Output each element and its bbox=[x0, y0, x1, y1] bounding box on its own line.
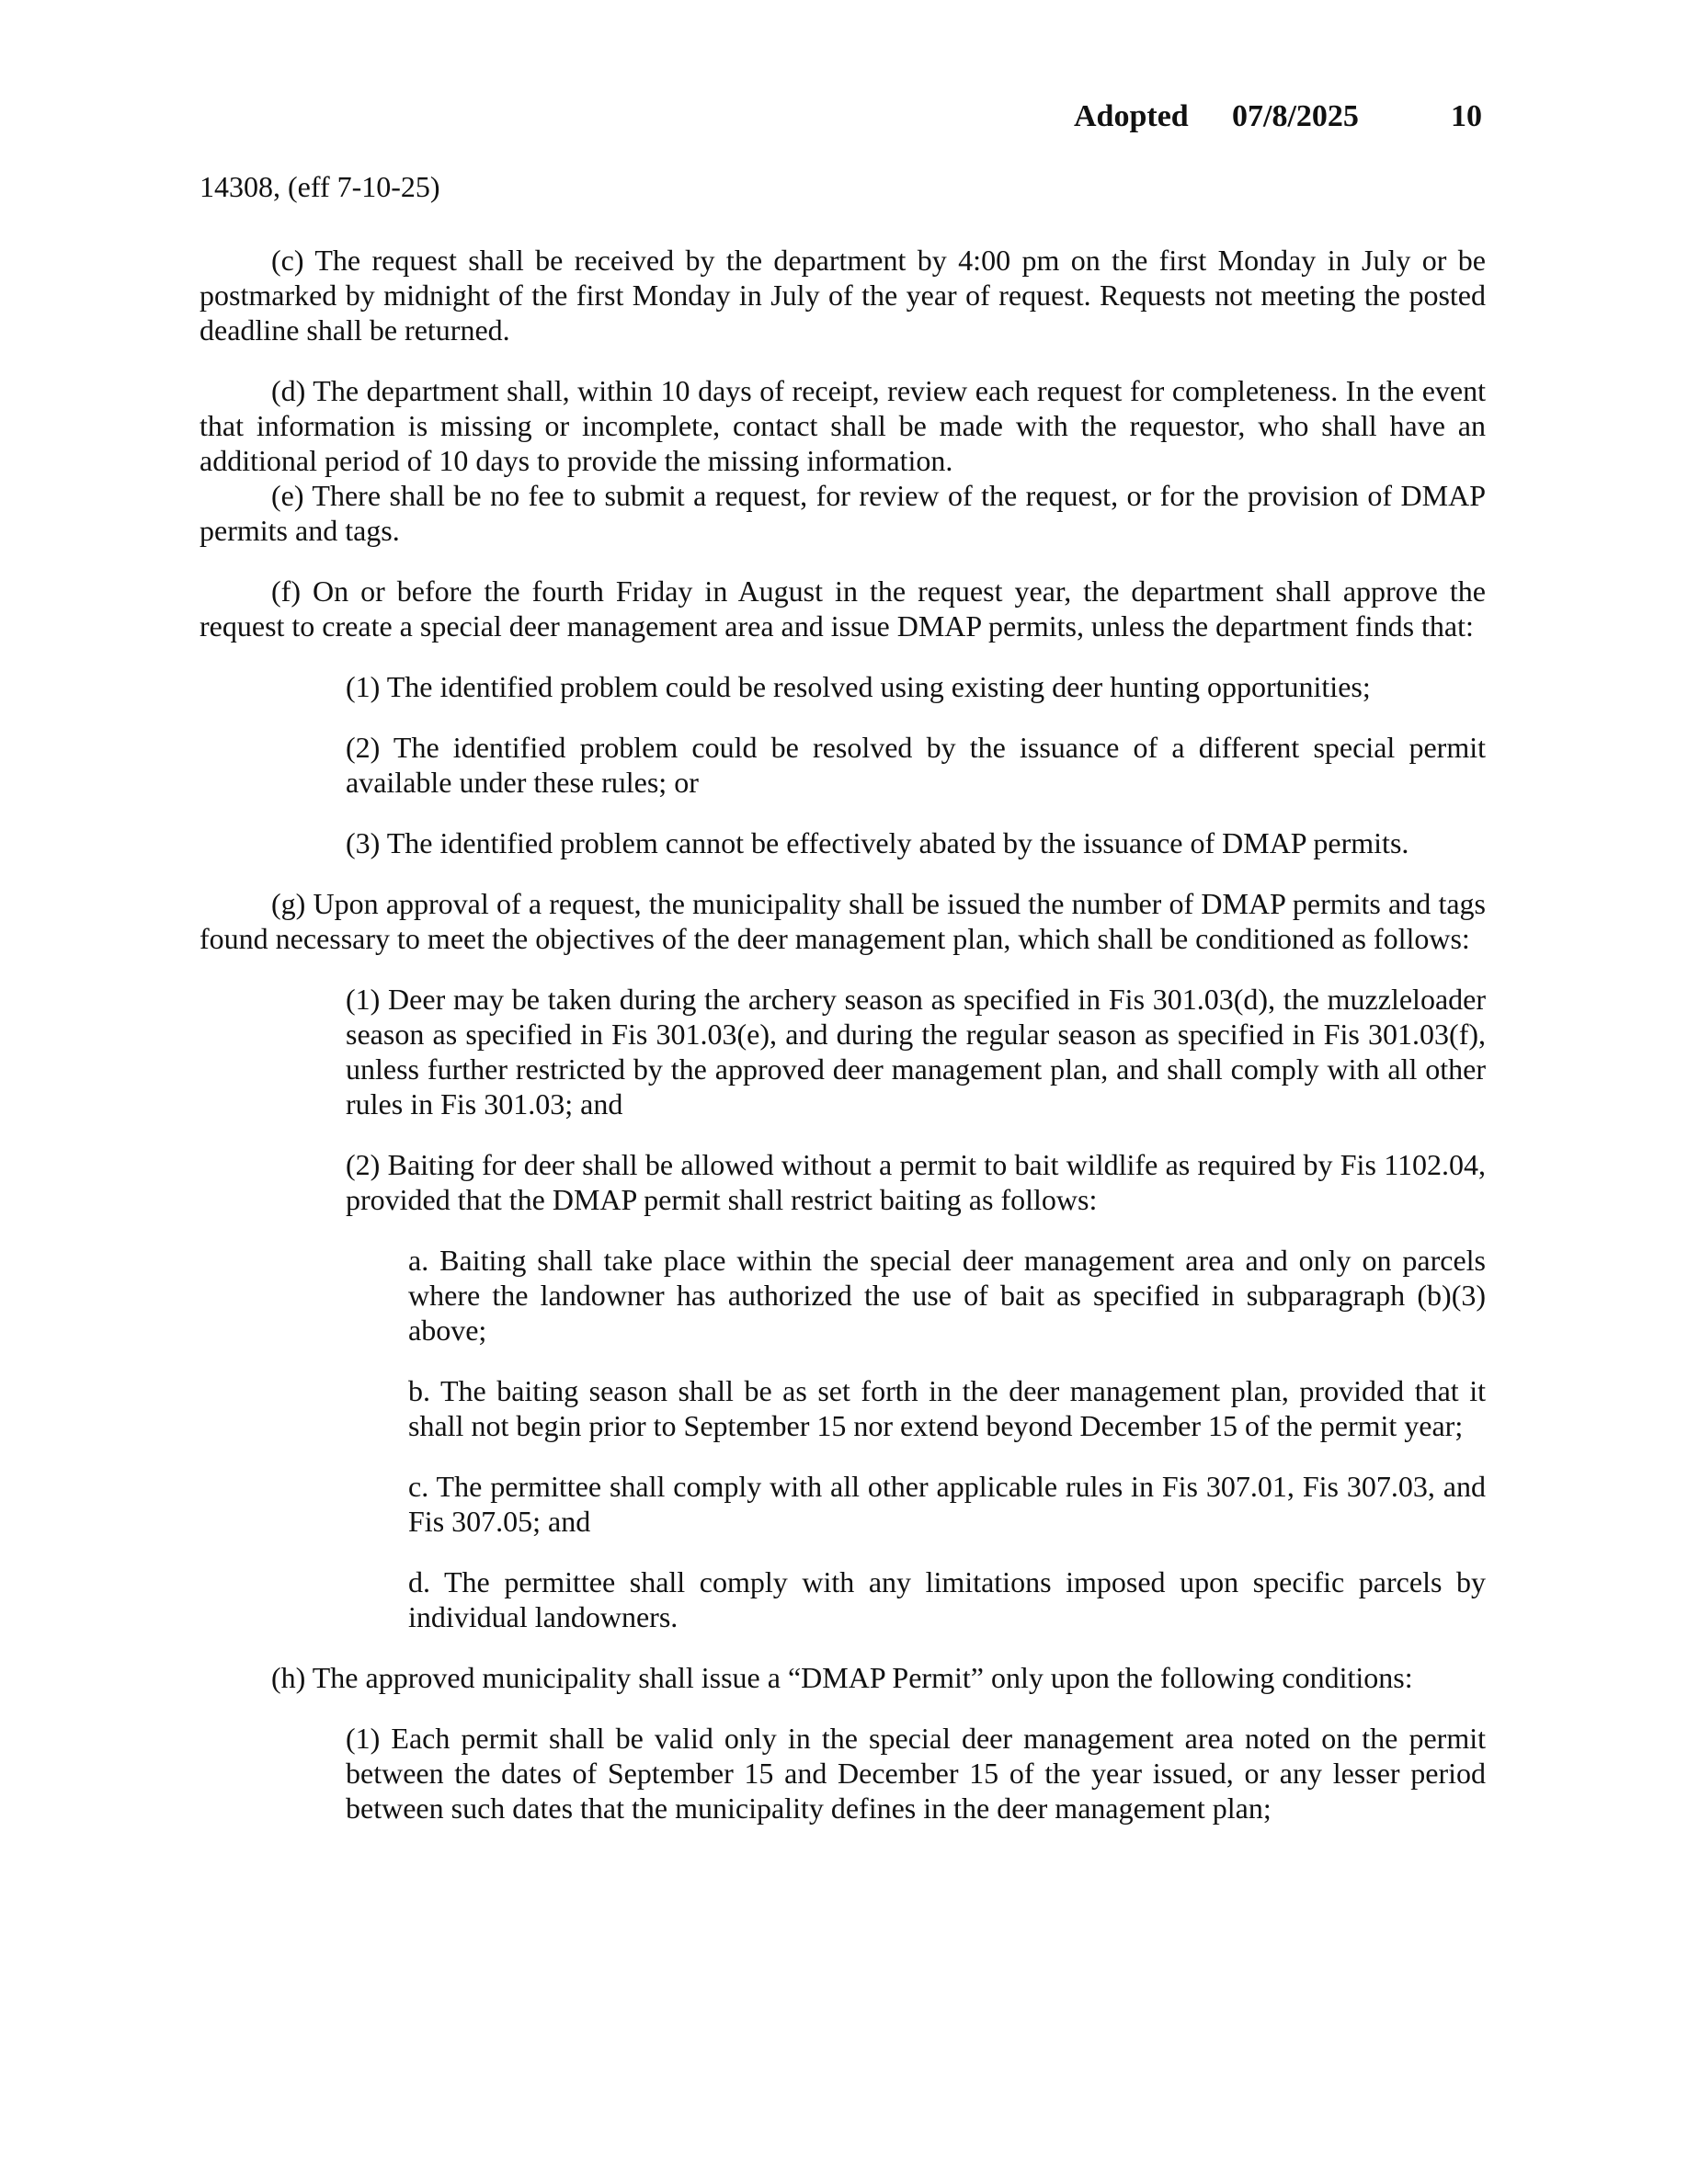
paragraph-c: (c) The request shall be received by the department by 4:00 pm on the first Monday in July or be postmarked by midnight of the first Monday in July of the year of request. Requests not meeting the posted deadline shall be returned. bbox=[200, 244, 1486, 347]
header-date: 07/8/2025 bbox=[1232, 99, 1359, 133]
paragraph-h: (h) The approved municipality shall issue a “DMAP Permit” only upon the following conditions: bbox=[271, 1661, 1413, 1694]
paragraph-g-2-b: b. The baiting season shall be as set forth in the deer management plan, provided that it shall not begin prior to September 15 nor extend beyond December 15 of the permit year; bbox=[408, 1374, 1486, 1442]
paragraph-g: (g) Upon approval of a request, the municipality shall be issued the number of DMAP permits and tags found necessary to meet the objectives of the deer management plan, which shall be conditioned as follows: bbox=[200, 887, 1486, 955]
document-body bbox=[200, 169, 1486, 1851]
paragraph-g-2-d: d. The permittee shall comply with any limitations imposed upon specific parcels by individual landowners. bbox=[408, 1565, 1486, 1633]
paragraph-h-1: (1) Each permit shall be valid only in the special deer management area noted on the permit between the dates of September 15 and December 15 of the year issued, or any lesser period between such dates that the municipality defines in the deer management plan; bbox=[346, 1722, 1486, 1825]
page-header bbox=[1074, 99, 1488, 140]
paragraph-g-2: (2) Baiting for deer shall be allowed without a permit to bait wildlife as required by Fis 1102.04, provided that the DMAP permit shall restrict baiting as follows: bbox=[346, 1148, 1486, 1216]
paragraph-g-2-a: a. Baiting shall take place within the special deer management area and only on parcels where the landowner has authorized the use of bait as specified in subparagraph (b)(3) above; bbox=[408, 1244, 1486, 1347]
paragraph-d: (d) The department shall, within 10 days of receipt, review each request for completeness. In the event that information is missing or incomplete, contact shall be made with the requestor, who shall have an additional period of 10 days to provide the missing information. bbox=[200, 374, 1486, 477]
paragraph-f-3: (3) The identified problem cannot be effectively abated by the issuance of DMAP permits. bbox=[346, 826, 1409, 859]
paragraph-e: (e) There shall be no fee to submit a request, for review of the request, or for the provision of DMAP permits and tags. bbox=[200, 479, 1486, 547]
source-note: 14308, (eff 7-10-25) bbox=[200, 170, 440, 203]
paragraph-f-1: (1) The identified problem could be resolved using existing deer hunting opportunities; bbox=[346, 670, 1371, 703]
paragraph-g-1: (1) Deer may be taken during the archery season as specified in Fis 301.03(d), the muzzleloader season as specified in Fis 301.03(e), and during the regular season as specified in Fis 301.03(f), unless further restricted by the approved deer management plan, and shall comply with all other rules in Fis 301.03; and bbox=[346, 983, 1486, 1120]
paragraph-g-2-c: c. The permittee shall comply with all other applicable rules in Fis 307.01, Fis 307.03, and Fis 307.05; and bbox=[408, 1470, 1486, 1538]
header-status: Adopted bbox=[1074, 99, 1189, 133]
paragraph-f: (f) On or before the fourth Friday in August in the request year, the department shall approve the request to create a special deer management area and issue DMAP permits, unless the department finds that: bbox=[200, 574, 1486, 643]
header-page-number: 10 bbox=[1451, 99, 1482, 133]
paragraph-f-2: (2) The identified problem could be resolved by the issuance of a different special permit available under these rules; or bbox=[346, 731, 1486, 799]
